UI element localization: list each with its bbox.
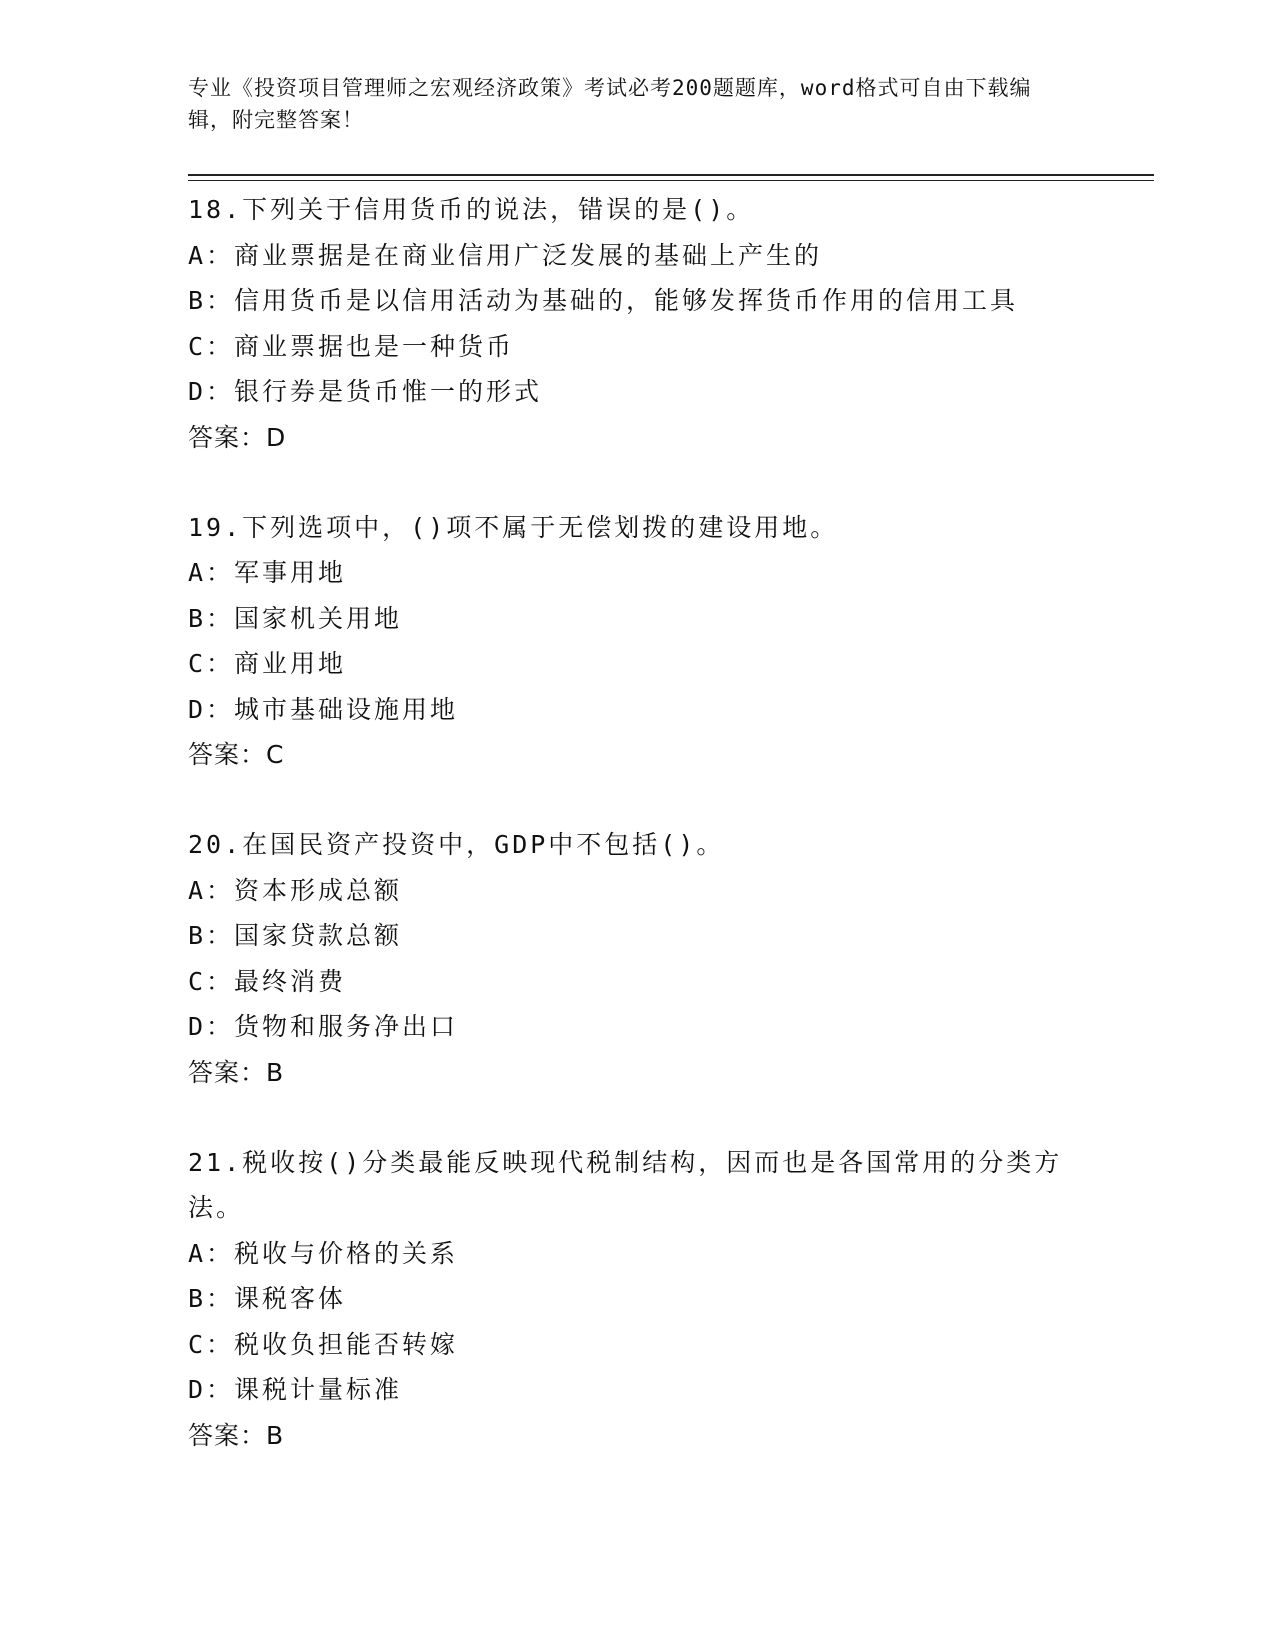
document-intro: 专业《投资项目管理师之宏观经济政策》考试必考200题题库，word格式可自由下载编辑，附完整答案！ bbox=[188, 76, 1032, 132]
option-d: D：课税计量标准 bbox=[188, 1375, 403, 1404]
option-a: A：税收与价格的关系 bbox=[188, 1238, 459, 1268]
question-stem: 19.下列选项中，()项不属于无偿划拨的建设用地。 bbox=[188, 512, 839, 542]
option-b: B：课税客体 bbox=[188, 1284, 347, 1313]
question-item bbox=[188, 187, 1088, 460]
question-item bbox=[188, 1140, 1088, 1458]
option-d: D：银行券是货币惟一的形式 bbox=[188, 377, 543, 406]
option-c: C：税收负担能否转嫁 bbox=[188, 1329, 459, 1359]
answer-label: 答案：B bbox=[188, 1057, 285, 1087]
option-a: A：军事用地 bbox=[188, 558, 347, 587]
option-b: B：国家贷款总额 bbox=[188, 921, 403, 950]
header-divider-thick bbox=[188, 174, 1154, 176]
question-stem: 20.在国民资产投资中，GDP中不包括()。 bbox=[188, 830, 725, 859]
question-list bbox=[188, 187, 1088, 1503]
question-stem: 21.税收按()分类最能反映现代税制结构，因而也是各国常用的分类方法。 bbox=[188, 1147, 1063, 1222]
answer-label: 答案：B bbox=[188, 1420, 285, 1450]
answer-label: 答案：C bbox=[188, 740, 285, 769]
option-d: D：货物和服务净出口 bbox=[188, 1012, 459, 1041]
option-c: C：最终消费 bbox=[188, 966, 347, 996]
option-c: C：商业票据也是一种货币 bbox=[188, 331, 515, 361]
question-item bbox=[188, 505, 1088, 778]
option-d: D：城市基础设施用地 bbox=[188, 694, 459, 724]
question-stem: 18.下列关于信用货币的说法，错误的是()。 bbox=[188, 195, 755, 224]
option-a: A：商业票据是在商业信用广泛发展的基础上产生的 bbox=[188, 240, 823, 270]
question-item bbox=[188, 822, 1088, 1095]
option-b: B：信用货币是以信用活动为基础的，能够发挥货币作用的信用工具 bbox=[188, 286, 1019, 315]
option-c: C：商业用地 bbox=[188, 649, 347, 678]
option-a: A：资本形成总额 bbox=[188, 875, 403, 905]
option-b: B：国家机关用地 bbox=[188, 603, 403, 633]
answer-label: 答案：D bbox=[188, 422, 287, 452]
header-divider-thin bbox=[188, 180, 1154, 181]
